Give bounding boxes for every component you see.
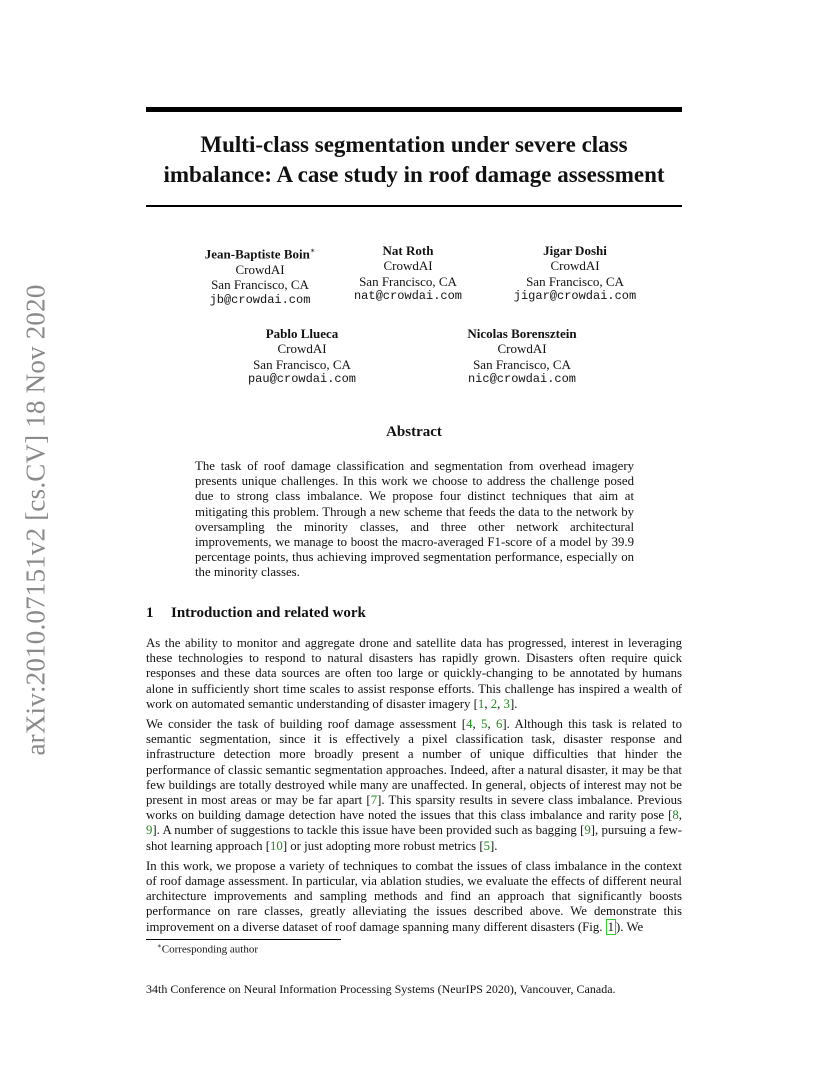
citation-link[interactable]: 6 (496, 717, 503, 732)
abstract-heading: Abstract (386, 424, 442, 440)
title-rule-top (146, 107, 682, 112)
paragraph: We consider the task of building roof damage assessment [4, 5, 6]. Although this task is related to semantic segmentation, since it is effectively a pixel classification task, disaster response and infrastructure detection more broadly present a number of unique difficulties that hinder the performance of classic semantic segmentation approaches. Indeed, after a natural disaster, it may be that few buildings are totally destroyed while many are unaffected. In general, objects of interest may not be present in most areas or may be far apart [7]. This sparsity results in severe class imbalance. Previous works on building damage detection have noted the issues that this class imbalance and rarity pose [8, 9]. A number of suggestions to tackle this issue have been provided such as bagging [9], pursuing a few-shot learning approach [10] or just adopting more robust metrics [5]. (146, 717, 683, 853)
author-location: San Francisco, CA (359, 273, 457, 289)
author-org: CrowdAI (383, 258, 433, 274)
section-title: Introduction and related work (171, 605, 366, 621)
author-block (222, 326, 382, 388)
author-block (442, 326, 602, 388)
citation-link[interactable]: 5 (481, 717, 488, 732)
title-rule-bottom (146, 205, 682, 207)
author-name: Nicolas Borensztein (467, 326, 577, 341)
author-email[interactable]: nat@crowdai.com (353, 289, 463, 304)
author-location: San Francisco, CA (473, 356, 571, 372)
section-heading (146, 605, 366, 622)
footnote (157, 942, 258, 956)
author-email[interactable]: jb@crowdai.com (209, 292, 311, 307)
paragraph: In this work, we propose a variety of techniques to combat the issues of class imbalance in the context of roof damage assessment. In particular, via ablation studies, we evaluate the effects of different neural architecture improvements and sampling methods and find an approach that significantly boosts performance on rare classes, greatly alleviating the issues described above. We demonstrate this improvement on a diverse dataset of roof damage spanning many different disasters (Fig. 1 ). We (146, 858, 682, 934)
author-org: CrowdAI (235, 261, 285, 277)
author-org: CrowdAI (497, 341, 547, 357)
footnote-rule (146, 939, 341, 940)
title-line-2: imbalance: A case study in roof damage assessment (163, 162, 665, 187)
footnote-text: Corresponding author (161, 943, 258, 956)
author-location: San Francisco, CA (526, 273, 624, 289)
author-email[interactable]: jigar@crowdai.com (513, 289, 637, 304)
author-block (180, 243, 340, 308)
citation-link[interactable]: 9 (584, 823, 591, 838)
author-block (328, 243, 488, 305)
citation-link[interactable]: 3 (503, 696, 510, 711)
corresponding-mark: ∗ (309, 246, 316, 255)
venue-note: 34th Conference on Neural Information Processing Systems (NeurIPS 2020), Vancouver, Canada. (146, 982, 616, 996)
citation-link[interactable]: 9 (146, 823, 153, 838)
abstract-text: The task of roof damage classification and segmentation from overhead imagery presents unique challenges. In this work we choose to address the challenge posed due to strong class imbalance. We propose four distinct techniques that aim at mitigating this problem. Through a new scheme that feeds the data to the network by oversampling the minority classes, and three other network architectural improvements, we manage to boost the macro-averaged F1-score of a model by 39.9 percentage points, thus achieving improved segmentation performance, especially on the minority classes. (195, 459, 634, 580)
section-number: 1 (146, 605, 154, 621)
author-email[interactable]: nic@crowdai.com (467, 372, 577, 387)
author-name: Jigar Doshi (543, 243, 607, 258)
author-location: San Francisco, CA (211, 277, 309, 293)
author-name: Pablo Llueca (265, 326, 339, 341)
citation-link[interactable]: 7 (370, 793, 378, 808)
author-block (495, 243, 655, 305)
author-name: Nat Roth (382, 243, 434, 258)
author-org: CrowdAI (550, 258, 600, 274)
paper-title (146, 130, 682, 190)
author-org: CrowdAI (277, 341, 327, 357)
citation-link[interactable]: 5 (483, 838, 491, 853)
author-name: Jean-Baptiste Boin (204, 246, 310, 262)
citation-link[interactable]: 10 (270, 838, 283, 853)
arxiv-sidebar-stamp (16, 280, 56, 760)
figure-link[interactable]: 1 (607, 919, 615, 934)
section-body (146, 636, 682, 940)
author-location: San Francisco, CA (253, 356, 351, 372)
title-line-1: Multi-class segmentation under severe class (200, 132, 628, 157)
author-email[interactable]: pau@crowdai.com (247, 372, 357, 387)
citation-link[interactable]: 2 (490, 696, 498, 711)
paragraph: As the ability to monitor and aggregate drone and satellite data has progressed, interest in leveraging these technologies to respond to natural disasters has rapidly grown. Disasters often require quick responses and these data sources are often too large or quickly-changing to be annotated by humans alone in sufficiently short time scales to assist response efforts. This challenge has inspired a wealth of work on automated semantic understanding of disaster imagery [1, 2, 3]. (146, 636, 682, 711)
footnote-mark: ∗ (157, 942, 162, 950)
arxiv-id: arXiv:2010.07151v2 [cs.CV] 18 Nov 2020 (20, 284, 51, 756)
citation-link[interactable]: 1 (477, 696, 485, 711)
citation-link[interactable]: 8 (672, 808, 679, 823)
citation-link[interactable]: 4 (466, 717, 473, 732)
